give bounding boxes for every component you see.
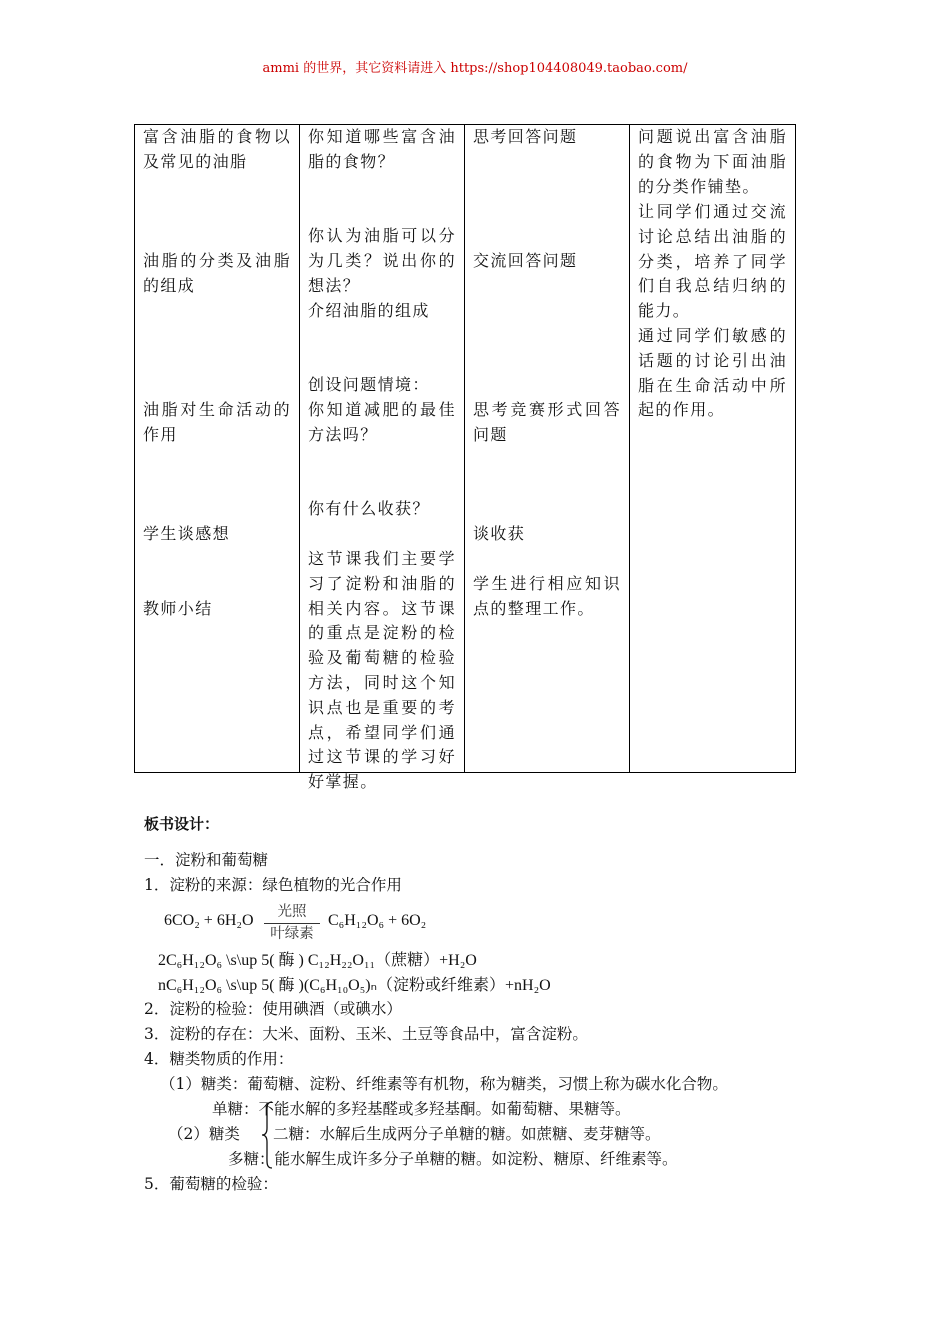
curly-brace-icon bbox=[261, 1100, 275, 1170]
photosynthesis-products: C₆H₁₂O₆ + 6O₂ bbox=[328, 912, 427, 929]
student-discuss-answer: 交流回答问题 bbox=[473, 251, 578, 270]
sugar-function-heading: 4．糖类物质的作用： bbox=[144, 1050, 294, 1068]
condition-chlorophyll: 叶绿素 bbox=[270, 926, 314, 942]
teacher-q-gains: 你有什么收获？ bbox=[308, 499, 430, 518]
condition-light: 光照 bbox=[264, 902, 320, 924]
teacher-q-classify: 你认为油脂可以分为几类？说出你的想法？ bbox=[308, 226, 456, 295]
teacher-intro-composition: 介绍油脂的组成 bbox=[308, 301, 430, 320]
topic-fat-foods: 富含油脂的食物以及常见的油脂 bbox=[143, 127, 291, 171]
student-organize: 学生进行相应知识点的整理工作。 bbox=[473, 574, 621, 618]
lesson-table bbox=[134, 124, 796, 792]
intent-1: 问题说出富含油脂的食物为下面油脂的分类作铺垫。 bbox=[638, 127, 787, 196]
disaccharide-line: 二糖：水解后生成两分子单糖的糖。如蔗糖、麦芽糖等。 bbox=[273, 1125, 661, 1143]
topic-fat-role: 油脂对生命活动的作用 bbox=[143, 400, 291, 444]
teacher-q-diet: 你知道减肥的最佳方法吗？ bbox=[308, 400, 456, 444]
teacher-summary-text: 这节课我们主要学习了淀粉和油脂的相关内容。这节课的重点是淀粉的检验及葡萄糖的检验方法，同时这个知识点也是重要的考点，希望同学们通过这节课的学习好好掌握。 bbox=[308, 549, 456, 792]
student-think-answer: 思考回答问题 bbox=[473, 127, 578, 146]
polysaccharide-line: 多糖：能水解生成许多分子单糖的糖。如淀粉、糖原、纤维素等。 bbox=[228, 1150, 678, 1168]
column-design-intent bbox=[630, 125, 796, 773]
intent-2: 让同学们通过交流讨论总结出油脂的分类，培养了同学们自我总结归纳的能力。 bbox=[638, 202, 787, 321]
topic-student-reflection: 学生谈感想 bbox=[143, 524, 231, 543]
topic-fat-classification: 油脂的分类及油脂的组成 bbox=[143, 251, 291, 295]
student-gains: 谈收获 bbox=[473, 524, 526, 543]
photosynthesis-reactants: 6CO₂ + 6H₂O bbox=[164, 912, 254, 929]
teacher-q-fat-foods: 你知道哪些富含油脂的食物？ bbox=[308, 127, 456, 171]
page-header: ammi 的世界，其它资料请进入 https://shop104408049.taobao.com/ bbox=[262, 61, 688, 76]
intent-3: 通过同学们敏感的话题的讨论引出油脂在生命活动中所起的作用。 bbox=[638, 326, 787, 420]
column-student-activity bbox=[465, 125, 630, 773]
starch-source: 1．淀粉的来源：绿色植物的光合作用 bbox=[144, 876, 402, 894]
teacher-scenario: 创设问题情境： bbox=[308, 375, 430, 394]
section-starch-glucose: 一．淀粉和葡萄糖 bbox=[144, 851, 269, 869]
topic-teacher-summary: 教师小结 bbox=[143, 599, 213, 618]
equation-sucrose: 2C₆H₁₂O₆ \s\up 5( 酶 ) C₁₂H₂₂O₁₁（蔗糖）+H₂O bbox=[158, 952, 477, 969]
glucose-test: 5．葡萄糖的检验： bbox=[144, 1175, 278, 1193]
starch-presence: 3．淀粉的存在：大米、面粉、玉米、土豆等食品中，富含淀粉。 bbox=[144, 1025, 588, 1043]
student-competition: 思考竞赛形式回答问题 bbox=[473, 400, 621, 444]
starch-test: 2．淀粉的检验：使用碘酒（或碘水） bbox=[144, 1000, 402, 1018]
sugar-category-label: （2）糖类 bbox=[168, 1125, 240, 1143]
column-topic bbox=[135, 125, 300, 773]
photosynthesis-conditions bbox=[264, 902, 320, 944]
board-design-title: 板书设计： bbox=[144, 815, 220, 833]
equation-starch: nC₆H₁₂O₆ \s\up 5( 酶 )(C₆H₁₀O₅)ₙ（淀粉或纤维素）+nH₂O bbox=[158, 977, 551, 994]
monosaccharide-line: 单糖：不能水解的多羟基醛或多羟基酮。如葡萄糖、果糖等。 bbox=[212, 1100, 631, 1118]
column-teacher-activity bbox=[300, 125, 465, 792]
sugar-definition: （1）糖类：葡萄糖、淀粉、纤维素等有机物，称为糖类，习惯上称为碳水化合物。 bbox=[160, 1075, 728, 1093]
